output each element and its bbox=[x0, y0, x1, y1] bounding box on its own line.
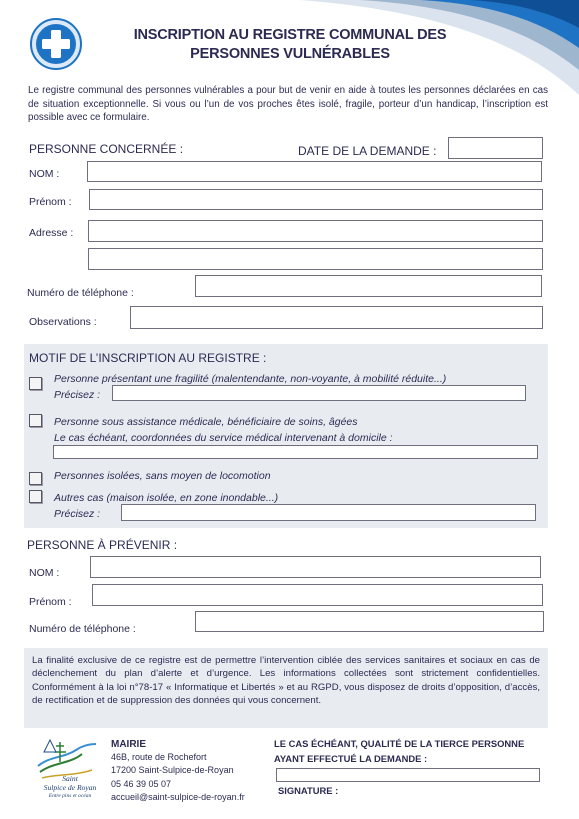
section-motif: MOTIF DE L’INSCRIPTION AU REGISTRE : bbox=[29, 351, 267, 365]
prenom-field[interactable] bbox=[89, 189, 543, 210]
adresse-field-line-1[interactable] bbox=[88, 220, 543, 242]
prevenir-prenom-field[interactable] bbox=[92, 584, 543, 606]
option-autres-label: Autres cas (maison isolée, en zone inondable...) bbox=[54, 492, 279, 504]
section-personne-prevenir: PERSONNE À PRÉVENIR : bbox=[27, 538, 178, 552]
service-medical-field[interactable] bbox=[53, 445, 538, 459]
tierce-section bbox=[274, 736, 554, 766]
checkbox-assistance-medicale[interactable] bbox=[29, 414, 42, 427]
observations-label: Observations : bbox=[29, 316, 97, 328]
prevenir-telephone-field[interactable] bbox=[195, 611, 544, 632]
telephone-label: Numéro de téléphone : bbox=[27, 287, 134, 299]
prevenir-prenom-label: Prénom : bbox=[29, 596, 72, 608]
medical-cross-icon bbox=[30, 18, 82, 70]
tierce-field[interactable] bbox=[276, 768, 540, 782]
mairie-phone: 05 46 39 05 07 bbox=[111, 778, 172, 789]
prenom-label: Prénom : bbox=[29, 196, 72, 208]
option-assistance-label: Personne sous assistance médicale, bénéficiaire de soins, âgées bbox=[54, 416, 358, 428]
date-demande-field[interactable] bbox=[448, 137, 543, 159]
checkbox-autres-cas[interactable] bbox=[29, 490, 42, 503]
adresse-field-line-2[interactable] bbox=[88, 248, 543, 270]
tierce-label-2: AYANT EFFECTUÉ LA DEMANDE : bbox=[274, 753, 428, 764]
logo-caption bbox=[34, 775, 106, 801]
logo-line-1: Saint bbox=[62, 774, 78, 783]
telephone-field[interactable] bbox=[195, 275, 542, 297]
tierce-label-1: LE CAS ÉCHÉANT, QUALITÉ DE LA TIERCE PERSONNE bbox=[274, 738, 525, 749]
date-demande-label: DATE DE LA DEMANDE : bbox=[298, 144, 437, 158]
precisez-field-1[interactable] bbox=[112, 385, 526, 401]
legal-notice-panel bbox=[24, 648, 548, 728]
option-isolees-label: Personnes isolées, sans moyen de locomotion bbox=[54, 470, 271, 482]
mairie-address-2: 17200 Saint-Sulpice-de-Royan bbox=[111, 765, 234, 776]
mairie-address-1: 46B, route de Rochefort bbox=[111, 752, 207, 763]
prevenir-nom-label: NOM : bbox=[29, 567, 60, 579]
checkbox-isolees[interactable] bbox=[29, 472, 42, 485]
precisez-label-1: Précisez : bbox=[54, 389, 101, 401]
precisez-field-2[interactable] bbox=[121, 504, 536, 521]
option-assistance-sub-label: Le cas échéant, coordonnées du service médical intervenant à domicile : bbox=[54, 432, 393, 444]
title-line-2: PERSONNES VULNÉRABLES bbox=[190, 46, 390, 62]
signature-label: SIGNATURE : bbox=[278, 785, 339, 796]
adresse-label: Adresse : bbox=[29, 227, 74, 239]
mairie-email[interactable]: accueil@saint-sulpice-de-royan.fr bbox=[111, 791, 245, 802]
section-personne-concernee: PERSONNE CONCERNÉE : bbox=[29, 142, 184, 156]
logo-line-3: Entre pins et océan bbox=[48, 793, 92, 800]
checkbox-fragilite[interactable] bbox=[29, 377, 42, 390]
prevenir-nom-field[interactable] bbox=[90, 556, 541, 578]
intro-text: Le registre communal des personnes vulnérables a pour but de venir en aide à toutes les personnes déclarées en cas de situation exceptionnelle. Si vous ou l’un de vos proches êtes isolé, fragile, porteur d’un handicap, l’inscription est possible avec ce formulaire. bbox=[28, 85, 548, 123]
option-fragilite-label: Personne présentant une fragilité (malentendante, non-voyante, à mobilité réduite...) bbox=[54, 373, 447, 385]
title-line-1: INSCRIPTION AU REGISTRE COMMUNAL DES bbox=[133, 27, 447, 43]
nom-label: NOM : bbox=[29, 168, 60, 180]
nom-field[interactable] bbox=[87, 161, 542, 182]
prevenir-telephone-label: Numéro de téléphone : bbox=[29, 623, 136, 635]
precisez-label-2: Précisez : bbox=[54, 508, 101, 520]
observations-field[interactable] bbox=[130, 306, 543, 329]
logo-line-2: Sulpice de Royan bbox=[43, 782, 97, 792]
mairie-contact bbox=[111, 738, 245, 804]
legal-notice-text: La finalité exclusive de ce registre est de permettre l’intervention ciblée des services sanitaires et sociaux en cas de déclenchement du plan d’alerte et d’urgence. Les informations collectées sont strictement confidentielles. Conformément à la loi n°78-17 « Informatique et Libertés » et au RGPD, vous disposez de droits d’opposition, d’accès, de rectification et de suppression des données qui vous concernent. bbox=[32, 655, 540, 707]
mairie-title: MAIRIE bbox=[111, 739, 146, 750]
page-title bbox=[110, 26, 470, 64]
